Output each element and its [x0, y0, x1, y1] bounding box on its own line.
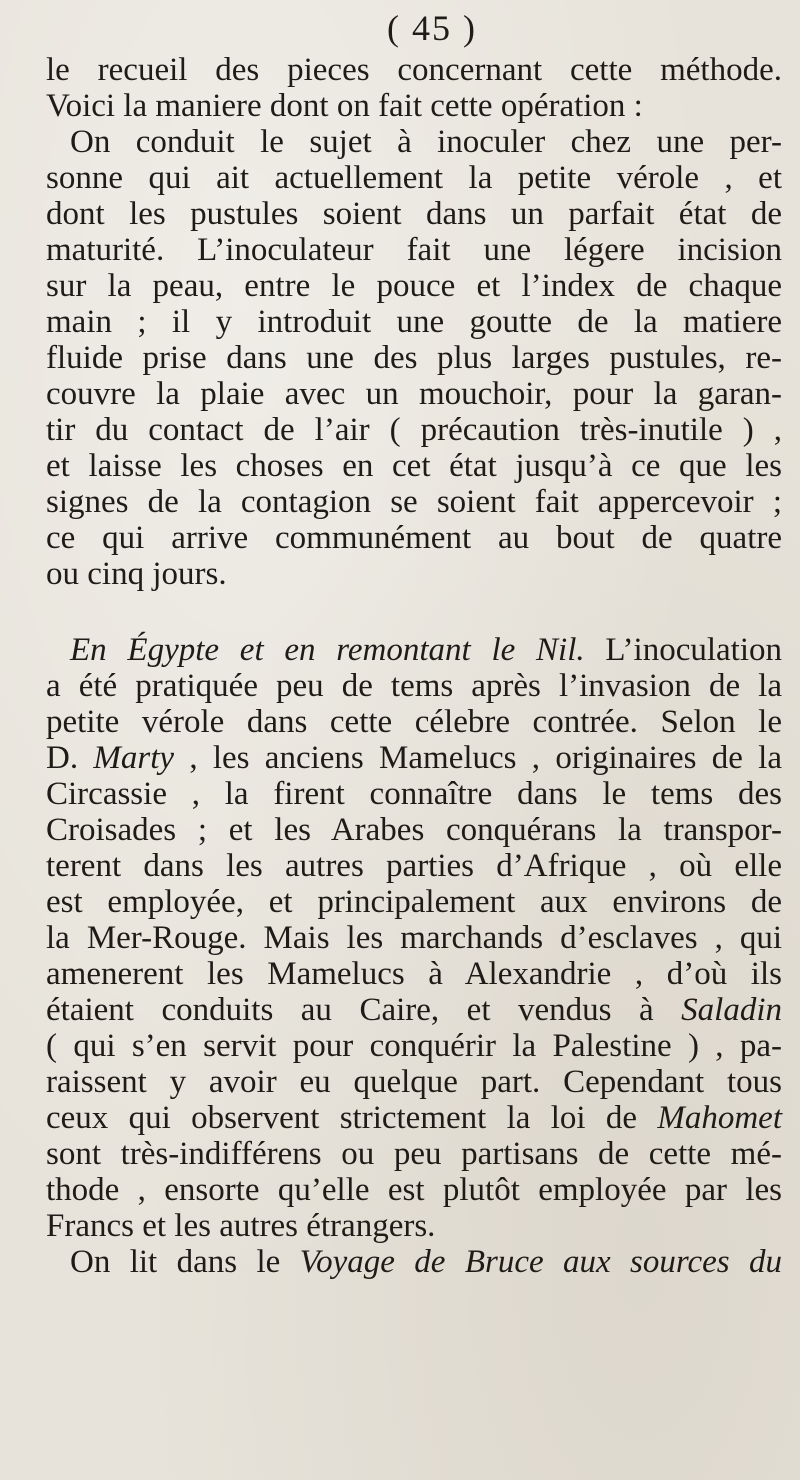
- text-fragment: On lit dans le: [70, 1244, 281, 1280]
- text-line: amenerent les Mamelucs à Alexandrie , d’où ils: [46, 956, 782, 992]
- text-line: ce qui arrive communément au bout de quatre: [46, 520, 782, 556]
- text-line: est employée, et principalement aux environs de: [46, 884, 782, 920]
- text-line: sur la peau, entre le pouce et l’index de chaque: [46, 268, 782, 304]
- text-line: [46, 992, 782, 1028]
- paragraph-method: [46, 52, 782, 592]
- text-line: Voici la maniere dont on fait cette opération :: [46, 88, 643, 124]
- text-line: raissent y avoir eu quelque part. Cependant tous: [46, 1064, 782, 1100]
- text-fragment: D.: [46, 740, 94, 776]
- page-number: ( 45 ): [387, 8, 477, 48]
- text-line: le recueil des pieces concernant cette méthode.: [46, 52, 782, 88]
- text-line: sont très-indifférens ou peu partisans de cette mé-: [46, 1136, 782, 1172]
- text-line: main ; il y introduit une goutte de la matiere: [46, 304, 782, 340]
- text-line: dont les pustules soient dans un parfait état de: [46, 196, 782, 232]
- section-heading-italic: En Égypte et en remontant le Nil.: [70, 632, 585, 668]
- text-line: ou cinq jours.: [46, 556, 227, 592]
- text-fragment: étaient conduits au Caire, et vendus à: [46, 992, 654, 1028]
- text-line: [46, 1100, 782, 1136]
- text-line: On conduit le sujet à inoculer chez une per-: [70, 124, 782, 160]
- text-line: et laisse les choses en cet état jusqu’à ce que les: [46, 448, 782, 484]
- text-line: a été pratiquée peu de tems après l’invasion de la: [46, 668, 782, 704]
- text-fragment: , les anciens Mamelucs , originaires de la: [174, 740, 782, 776]
- paragraph-egypt: [46, 632, 782, 1280]
- text-line: [46, 1244, 782, 1280]
- text-line: signes de la contagion se soient fait appercevoir ;: [46, 484, 782, 520]
- saladin-italic: Saladin: [681, 992, 782, 1028]
- text-line: tir du contact de l’air ( précaution très-inutile ) ,: [46, 412, 782, 448]
- author-name-italic: Marty: [93, 740, 175, 776]
- text-line: couvre la plaie avec un mouchoir, pour la garan-: [46, 376, 782, 412]
- text-line: la Mer-Rouge. Mais les marchands d’esclaves , qui: [46, 920, 782, 956]
- text-fragment: ceux qui observent strictement la loi de: [46, 1100, 638, 1136]
- text-line: Croisades ; et les Arabes conquérans la transpor-: [46, 812, 782, 848]
- text-line: fluide prise dans une des plus larges pustules, re-: [46, 340, 782, 376]
- text-line: Francs et les autres étrangers.: [46, 1208, 436, 1244]
- text-line: terent dans les autres parties d’Afrique , où elle: [46, 848, 782, 884]
- voyage-title-italic: Voyage de Bruce aux sources du: [299, 1244, 782, 1280]
- text-line: Circassie , la firent connaître dans le tems des: [46, 776, 782, 812]
- text-line: [46, 632, 782, 668]
- text-line: petite vérole dans cette célebre contrée. Selon le: [46, 704, 782, 740]
- text-line: [46, 740, 782, 776]
- text-line: thode , ensorte qu’elle est plutôt employée par les: [46, 1172, 782, 1208]
- text-line: sonne qui ait actuellement la petite vérole , et: [46, 160, 782, 196]
- mahomet-italic: Mahomet: [657, 1100, 782, 1136]
- paragraph-gap: [46, 592, 782, 632]
- text-fragment: L’inoculation: [605, 632, 782, 668]
- text-line: ( qui s’en servit pour conquérir la Palestine ) , pa-: [46, 1028, 782, 1064]
- text-line: maturité. L’inoculateur fait une légere incision: [46, 232, 782, 268]
